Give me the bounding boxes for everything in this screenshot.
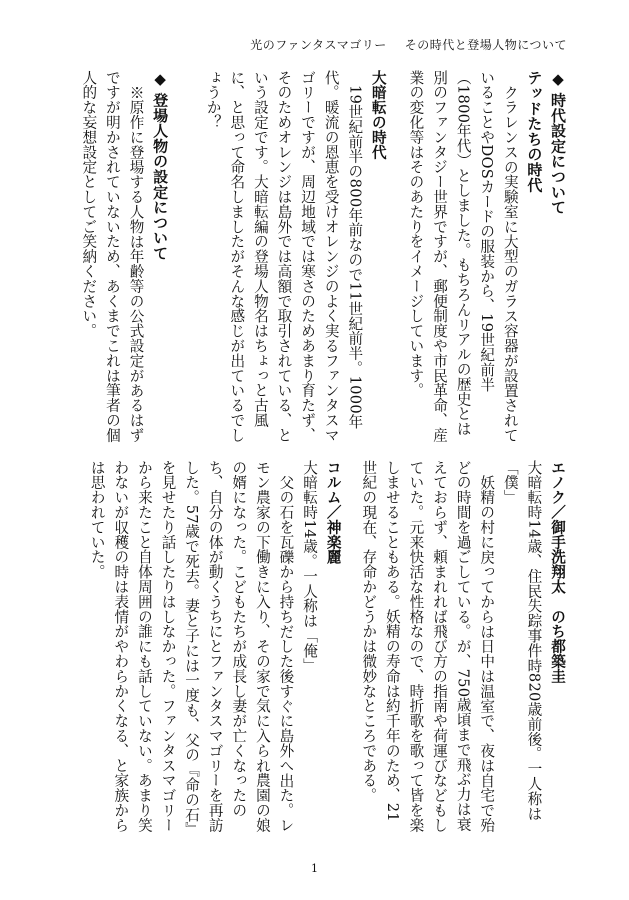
section-heading-dark-era: 大暗転の時代: [369, 70, 387, 160]
paragraph-ted-era: クラレンスの実験室に大型のガラス容器が設置されていることやDOSカードの服装から、19世紀前半（1800年代）としました。もちろんリアルの歴史とは別のファンタジー世界ですが、郵便制度や市民革命、産業の変化等はそのあたりをイメージしています。: [407, 70, 519, 443]
section-subheading-ted-era: テッドたちの時代: [525, 70, 544, 193]
section-heading-characters: ◆ 登場人物の設定について: [148, 70, 172, 445]
character-body-korumu: 父の石を瓦礫から持ちだした後すぐに島外へ出た。レモン農家の下働きに入り、その家で気に入られ農園の娘の婿になった。こどもたちが成長し妻が亡くなったのち、自分の体が動くうちにとファンタスマゴリーを再訪した。57歳で死去。妻と子には一度も、父の『命の石』を見せたり話したりはしなかった。ファンタスマゴリーから来たこと自体周囲の誰にも話していない。あまり笑わないが収穫の時は表情がやわらかくなる、と家族からは思われていた。: [88, 460, 295, 833]
book-title: 光のファンタスマゴリー: [250, 38, 387, 52]
character-meta-enoku: 大暗転時14歳、住民失踪事件時820歳前後。一人称は「僕」: [501, 460, 543, 821]
upper-text-block: [79, 70, 569, 445]
character-heading-enoku: エノク／御手洗翔太 のち都築圭: [549, 460, 566, 684]
character-heading-korumu: コルム／神楽麗: [324, 460, 342, 565]
lower-text-block: [79, 460, 569, 835]
chapter-title: その時代と登場人物について: [404, 38, 567, 52]
running-header: [250, 36, 567, 53]
page-number: 1: [311, 862, 318, 875]
character-body-enoku: 妖精の村に戻ってからは日中は温室で、夜は自宅で殆どの時間を過ごしている。が、750歳頃まで飛ぶ力は衰えておらず、頼まれれば飛び方の指南や荷運びなどもしていた。元来快活な性格なので、時折歌を歌って皆を楽しませることもある。妖精の寿命は約千年のため、21世紀の現在、存命かどうかは微妙なところである。: [360, 460, 496, 833]
section-heading-era: ◆ 時代設定について: [545, 70, 569, 445]
paragraph-characters-note: ※原作に登場する人物は年齢等の公式設定があるはずですが明かされていないため、あくまでこれは筆者の個人的な妄想設定としてご笑納ください。: [80, 70, 145, 443]
character-meta-korumu: 大暗転時14歳。一人称は「俺」: [301, 460, 319, 673]
paragraph-dark-era: 19世紀前半の800年前なので11世紀前半。1000年代。暖流の恩恵を受けオレンジのよく実るファンタスマゴリーですが、周辺地域では寒さのためあまり育たず、そのためオレンジは島外では高額で取引されている、という設定です。大暗転編の登場人物名はちょっと古風に、と思って命名しましたがそんな感じが出ているでしょうか？: [204, 70, 364, 443]
